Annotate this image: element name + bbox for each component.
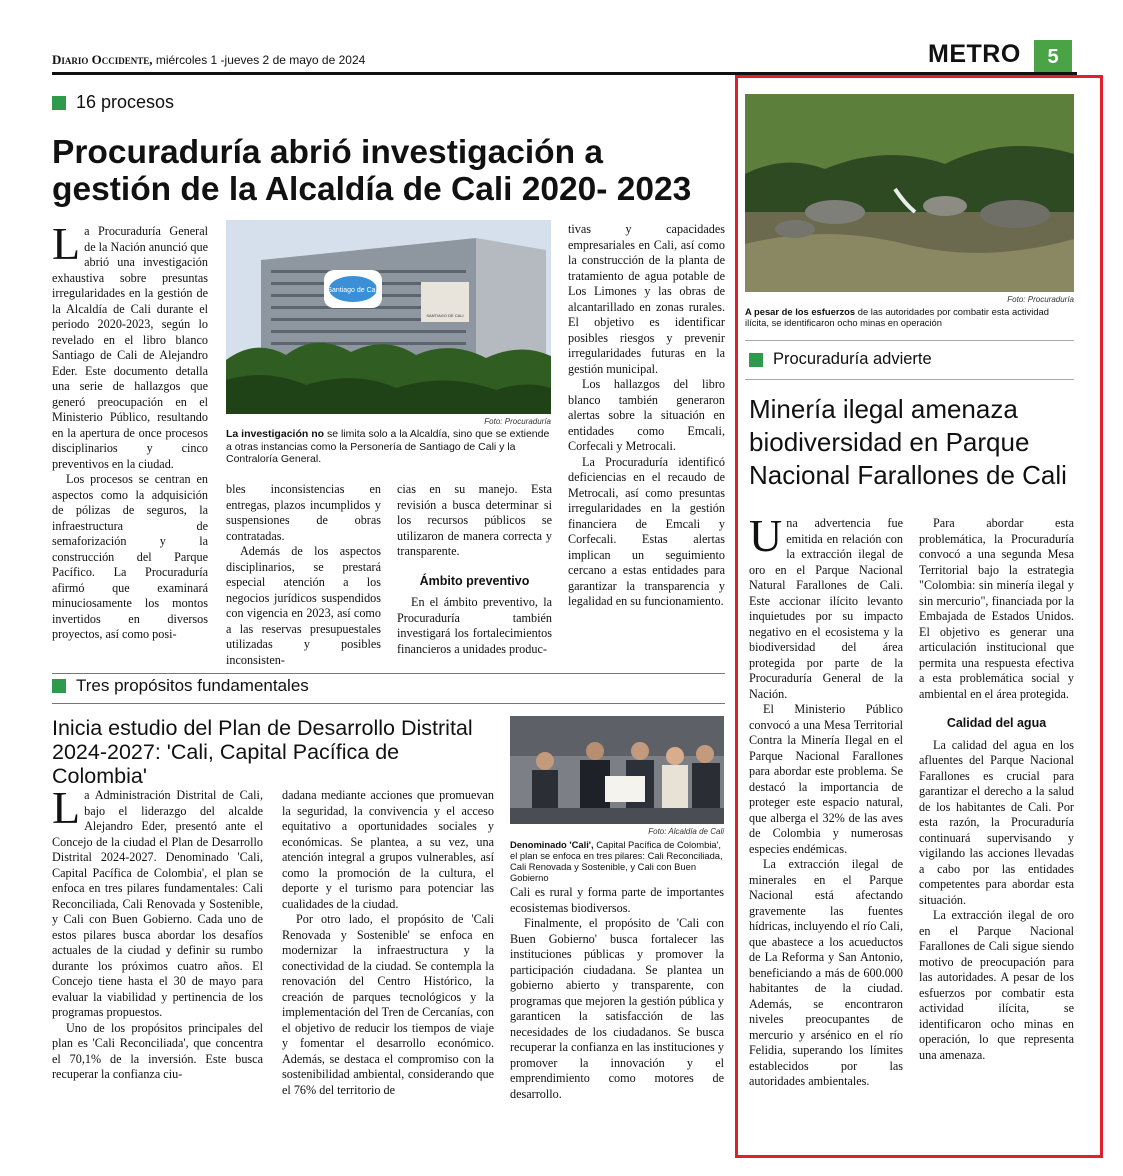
- article1-column-3: [397, 482, 552, 657]
- section-title: METRO: [928, 40, 1021, 68]
- article1-photo-credit: Foto: Procuraduría: [484, 417, 551, 426]
- article2-headline: Inicia estudio del Plan de Desarrollo Distrital 2024-2027: 'Cali, Capital Pacífica de Colombia': [52, 716, 473, 788]
- article3-caption-bold: A pesar de los esfuerzos: [745, 306, 856, 317]
- article1-col1-p1: a Procuraduría General de la Nación anunció que abrió una investigación exhaustiva sobre presuntas irregularidades en la gestión de la Alcaldía de Cali durante el periodo 2020-2023, según lo revelado en el libro blanco Santiago de Cali de Alejandro Eder. Este documento detalla una serie de hallazgos que generó preocupación en el Ministerio Público, resultando en la apertura de once procesos disciplinarios y cinco preventivos en la ciudad.: [52, 224, 208, 471]
- article1-subhead: Ámbito preventivo: [419, 573, 530, 588]
- article3-column-1: [749, 510, 903, 1090]
- article3-col2-p3: La extracción ilegal de oro en el Parque Nacional Farallones de Cali sigue siendo motivo de preocupación para las autoridades. A pesar de los esfuerzos por combatir esta actividad ilícita, se identificaron ocho minas en operación, lo que representa una amenaza.: [919, 908, 1074, 1062]
- article1-column-2: [226, 482, 381, 668]
- article1-caption-text: se limita solo a la Alcaldía, sino que se extiende a otras instancias como la Personería de Santiago de Cali y la Contraloría General.: [226, 428, 550, 465]
- kicker-square-icon: [749, 353, 763, 367]
- article3-subhead: Calidad del agua: [946, 716, 1047, 730]
- article1-col4-p2: Los hallazgos del libro blanco también generaron alertas sobre la situación en entidades como Emcali, Corfecali y Metrocali.: [568, 377, 725, 453]
- article2-col3-p1: Cali es rural y forma parte de importantes ecosistemas biodiversos.: [510, 885, 724, 915]
- kicker-rule: [52, 703, 725, 704]
- article1-col2-p1: bles inconsistencias en entregas, plazos incumplidos y suspensiones de obras contratadas.: [226, 482, 381, 543]
- article2-caption-bold: Denominado 'Cali',: [510, 839, 594, 850]
- kicker-square-icon: [52, 679, 66, 693]
- river-forest-image: [745, 94, 1074, 292]
- article1-caption-bold: La investigación no: [226, 428, 325, 440]
- article2-kicker-text: Tres propósitos fundamentales: [76, 676, 309, 695]
- article1-column-4: [568, 222, 725, 610]
- article3-col2-p1: Para abordar esta problemática, la Procuraduría convocó a una segunda Mesa Territorial bajo la estrategia "Colombia: sin minería ilegal y sin mercurio", financiada por la Embajada de Estados Unidos. El objetivo es generar una articulación institucional que permita una respuesta efectiva a esta problemática social y ambiental en el área protegida.: [919, 516, 1074, 701]
- article1-col4-p3: La Procuraduría identificó deficiencias en el recaudo de Metrocali, así como presuntas irregularidades en la gestión financiera de Emcali y Corfecali. Estas alertas implican un seguimiento cercano a estas entidades para garantizar la transparencia y legalidad en su funcionamiento.: [568, 454, 725, 608]
- article1-col1-p2: Los procesos se centran en aspectos como la adquisición de pólizas de seguros, la infraestructura de semaforización y la construcción del Parque Pacífico. La Procuraduría afirmó que examinará minuciosamente los montos invertidos en diversos proyectos, así como posi-: [52, 472, 208, 641]
- article1-dropcap: L: [52, 218, 81, 269]
- paper-name: Diario Occidente,: [52, 52, 153, 67]
- article3-caption: [745, 306, 1074, 328]
- article2-photo: [510, 716, 724, 824]
- article2-photo-credit: Foto: Alcaldía de Cali: [648, 827, 724, 836]
- kicker-rule: [745, 379, 1074, 380]
- building-logo-text: Santiago de Cali: [327, 287, 379, 294]
- masthead: [52, 52, 365, 68]
- plan-presentation-image: [510, 716, 724, 824]
- article3-caption-text: de las autoridades por combatir esta actividad ilícita, se identificaron ocho minas en operación: [745, 306, 1049, 328]
- article3-photo: [745, 94, 1074, 292]
- article1-col3-p2: En el ámbito preventivo, la Procuraduría también investigará los fortalecimientos financieros a unidades produc-: [397, 595, 552, 656]
- article1-col2-p2: Además de los aspectos disciplinarios, se prestará especial atención a los negocios jurídicos suspendidos con vigencia en 2023, así como a las reservas presupuestales utilizadas y posibles inconsisten-: [226, 544, 381, 667]
- article-divider: [52, 673, 725, 674]
- article3-col1-p2: El Ministerio Público convocó a una Mesa Territorial Contra la Minería Ilegal en el Parque Nacional Farallones para abordar este problema. Se destacó la importancia de proteger este espacio natural, que alberga el 32% de las aves de Colombia y numerosas especies endémicas.: [749, 702, 903, 856]
- article1-photo: [226, 220, 551, 414]
- article1-kicker: [52, 92, 174, 113]
- article2-col3-p2: Finalmente, el propósito de 'Cali con Buen Gobierno' busca fortalecer las instituciones públicas y promover la participación ciudadana. Se plantea un gobierno abierto y transparente, con programas que mejoren la gestión pública y garanticen la satisfacción de las necesidades de los ciudadanos. Se busca recuperar la confianza en las instituciones y promover la innovación y el emprendimiento como motores de desarrollo.: [510, 916, 724, 1101]
- article3-col2-p2: La calidad del agua en los afluentes del Parque Nacional Farallones es crucial para garantizar el derecho a la salud de los habitantes de Cali. Por esta razón, la Procuraduría continuará supervisando y vigilando las acciones llevadas a cabo por las entidades competentes para abordar esta situación.: [919, 737, 1074, 907]
- article1-headline: Procuraduría abrió investigación a gestión de la Alcaldía de Cali 2020- 2023: [52, 134, 692, 208]
- article1-col3-p1: cias en su manejo. Esta revisión a busca determinar si los recursos públicos se utilizaron de manera correcta y transparente.: [397, 482, 552, 558]
- article2-col2-p1: dadana mediante acciones que promuevan la seguridad, la convivencia y el acceso equitativo a oportunidades sociales y económicas. Se plantea, a su vez, una atención integral a grupos vulnerables, así como la promoción de la cultura, el deporte y el turismo para potenciar las cualidades de la ciudad.: [282, 788, 494, 911]
- article3-dropcap: U: [749, 510, 783, 561]
- article1-caption: [226, 428, 551, 466]
- kicker-square-icon: [52, 96, 66, 110]
- article3-kicker: [749, 350, 932, 369]
- article2-caption: [510, 839, 724, 883]
- article2-caption-text: Capital Pacífica de Colombia', el plan se enfoca en tres pilares: Cali Reconciliada, Cali Renovada y Sostenible, y Cali con Buen Gobierno: [510, 839, 723, 883]
- article2-kicker: [52, 676, 309, 696]
- article3-column-2: [919, 516, 1074, 1063]
- article2-dropcap: L: [52, 782, 81, 833]
- building-sign-text: SANTIAGO DE CALI: [426, 313, 464, 318]
- article3-kicker-text: Procuraduría advierte: [773, 350, 932, 368]
- procuraduria-building-image: [226, 220, 551, 414]
- article3-col1-p3: La extracción ilegal de minerales en el Parque Nacional está afectando gravemente las fuentes hídricas, incluyendo el río Cali, que abastece a los acueductos de La Reforma y San Antonio, beneficiando a más de 600.000 habitantes de la ciudad. Además, se encontraron niveles preocupantes de mercurio y arsénico en el río Felidia, superando los límites establecidos por las autoridades ambientales.: [749, 857, 903, 1088]
- article1-kicker-text: 16 procesos: [76, 92, 175, 112]
- article2-col2-p2: Por otro lado, el propósito de 'Cali Renovada y Sostenible' se enfoca en modernizar la infraestructura y la conectividad de la ciudad. Se contempla la renovación del Centro Histórico, la creación de parques tecnológicos y la implementación del Tren de Cercanías, con el objetivo de reducir los tiempos de viaje y fomentar el desarrollo económico. Además, se destaca el compromiso con la sostenibilidad ambiental, considerando que el 76% del territorio de: [282, 912, 494, 1097]
- article2-column-2: [282, 788, 494, 1098]
- article3-photo-credit: Foto: Procuraduría: [1007, 295, 1074, 304]
- issue-date: miércoles 1 -jueves 2 de mayo de 2024: [152, 53, 366, 67]
- article1-col4-p1: tivas y capacidades empresariales en Cali, así como la construcción de la planta de tratamiento de agua potable de Los Limones y las obras de alcantarillado en zonas rurales. El objetivo es identificar posibles riesgos y prevenir irregularidades futuras en la gestión municipal.: [568, 222, 725, 376]
- article2-column-1: [52, 782, 263, 1083]
- page-number: 5: [1034, 40, 1072, 74]
- caption-rule: [745, 340, 1074, 341]
- article2-col1-p1: a Administración Distrital de Cali, bajo el liderazgo del alcalde Alejandro Eder, presentó ante el Concejo de la ciudad el Plan de Desarrollo Distrital 2024-2027. Denominado 'Cali, Capital Pacífica de Colombia', el plan se enfoca en tres pilares fundamentales: Cali Reconciliada, Cali Renovada y Sostenible, y Cali con Buen Gobierno. Cada uno de estos pilares busca abordar los desafíos actuales de la ciudad y definir su rumbo durante los próximos cuatro años. El Concejo tiene hasta el 30 de mayo para evaluar la viabilidad y pertinencia de los programas propuestos.: [52, 788, 263, 1019]
- article1-column-1: [52, 218, 208, 643]
- article2-column-3: [510, 885, 724, 1102]
- article3-col1-p1: na advertencia fue emitida en relación con la extracción ilegal de oro en el Parque Nacional Natural Farallones de Cali. Este accionar ilícito levanto inquietudes por su impacto negativo en el ecosistema y la biodiversidad del área protegida por parte de la Procuraduría General de la Nación.: [749, 516, 903, 701]
- article2-col1-p2: Uno de los propósitos principales del plan es 'Cali Reconciliada', que concentra el 70,1% de la inversión. Este busca recuperar la confianza ciu-: [52, 1020, 263, 1081]
- article3-headline: Minería ilegal amenaza biodiversidad en Parque Nacional Farallones de Cali: [749, 394, 1067, 490]
